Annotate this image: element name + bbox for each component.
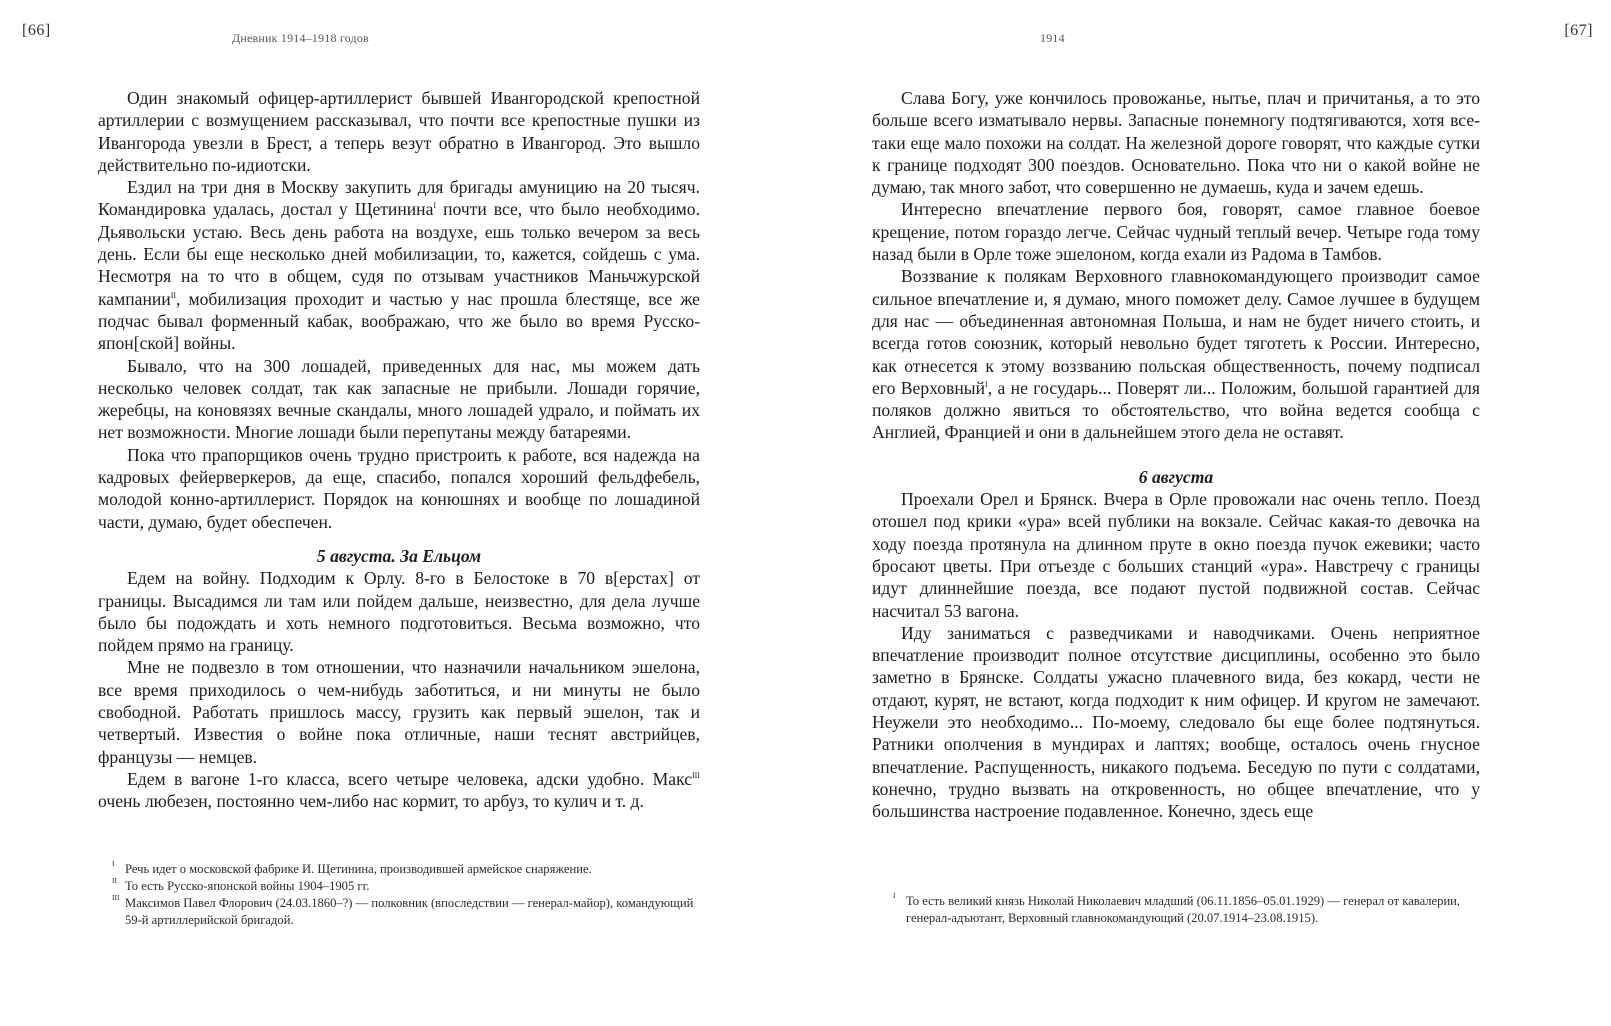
paragraph: Интересно впечатление первого боя, говорят, самое главное боевое крещение, потом гораздо легче. Сейчас чудный теплый вечер. Четыре года тому назад были в Орле тоже эшелоном, когда ехали из Радома в Тамбов. xyxy=(872,199,1480,265)
footnotes xyxy=(893,891,1497,927)
footnote-mark: I xyxy=(112,859,115,868)
footnote-mark: II xyxy=(112,876,117,885)
paragraph: Один знакомый офицер-артиллерист бывшей Ивангородской крепостной артиллерии с возмущением рассказывал, что почти все крепостные пушки из Ивангорода увезли в Брест, а теперь везут обратно в Ивангород. Это вышло действительно по-идиотски. xyxy=(98,88,700,175)
page-number: [67] xyxy=(1564,22,1593,39)
paragraph xyxy=(98,768,700,813)
paragraph: Пока что прапорщиков очень трудно пристроить к работе, вся надежда на кадровых фейерверкеров, да еще, спасибо, попался хороший фельдфебель, молодой конно-артиллерист. Порядок на конюшнях и вообще по лошадиной части, думаю, будет обеспечен. xyxy=(98,444,700,532)
footnote xyxy=(112,859,701,878)
footnote-mark: III xyxy=(112,893,120,902)
body-text xyxy=(98,87,700,813)
paragraph-text: Воззвание к полякам Верховного главнокомандующего производит самое сильное впечатление и, я думаю, много поможет делу. Самое лучшее в будущем для нас — объединенная автономная Польша, и нам не будет ничего стоить, и всегда готов союзник, который невольно будет тяготеть к России. Интересно, как отнесется к этому воззванию польская общественность, почему подписал его Верховный xyxy=(872,266,1480,398)
footnote-text: То есть великий князь Николай Николаевич младший (06.11.1856–05.01.1929) — генерал от кавалерии, генерал-адъютант, Верховный главнокомандующий (20.07.1914–23.08.1915). xyxy=(906,894,1461,925)
footnote xyxy=(112,893,701,929)
paragraph: Проехали Орел и Брянск. Вчера в Орле провожали нас очень тепло. Поезд отошел под крики «ура» всей публики на вокзале. Сейчас какая-то девочка на ходу поезда протянула на длинном пруте в окно поезда пучок ежевики; часто бросают цветы. При отъезде с больших станций «ура». Навстречу с границы идут длиннейшие поезда, все подают пустой подвижной состав. Сейчас насчитал 53 вагона. xyxy=(872,489,1480,621)
body-text xyxy=(872,87,1480,823)
page-number: [66] xyxy=(22,22,51,39)
paragraph: Слава Богу, уже кончилось провожанье, нытье, плач и причитанья, а то это больше всего изматывало нервы. Запасные понемногу подтягиваются, хотя все-таки еще мало похожи на солдат. На железной дороге говорят, что каждые сутки к границе подходят 300 поездов. Основательно. Пока что ни о какой войне не думаю, так много забот, что совершенно не думаешь, куда и зачем едешь. xyxy=(872,88,1480,198)
paragraph-text: Едем в вагоне 1-го класса, всего четыре человека, адски удобно. Макс xyxy=(127,768,692,789)
paragraph: Иду заниматься с разведчиками и наводчиками. Очень неприятное впечатление производит полное отсутствие дисциплины, особенно это было заметно в Брянске. Солдаты ужасно плачевного вида, без кокард, чести не отдают, курят, не встают, когда подходит к ним офицер. И кругом не замечают. Неужели это необходимо... По-моему, следовало бы еще более подтянуться. Ратники ополчения в мундирах и лаптях; вообще, осталось очень гнусное впечатление. Распущенность, никакого подъема. Беседую по пути с солдатами, конечно, трудно вызвать на откровенность, но общее впечатление, что у большинства настроение подавленное. Конечно, здесь еще xyxy=(872,622,1480,822)
paragraph: Бывало, что на 300 лошадей, приведенных для нас, мы можем дать несколько человек солдат, так как запасные не прибыли. Лошади горячие, жеребцы, на коновязях вечные скандалы, много лошадей удрало, и поймать их нет возможности. Многие лошади были перепутаны между батареями. xyxy=(98,355,700,443)
footnote-marker[interactable]: I xyxy=(433,201,437,211)
diary-date-heading: 5 августа. За Ельцом xyxy=(316,545,482,566)
footnote-text: Максимов Павел Флорович (24.03.1860–?) — полковник (впоследствии — генерал-майор), командующий 59-й артиллерийской бригадой. xyxy=(125,896,694,927)
footnote xyxy=(112,876,701,895)
footnote-marker[interactable]: I xyxy=(985,380,988,389)
footnote-mark: I xyxy=(893,891,896,900)
running-head: 1914 xyxy=(1040,31,1065,45)
running-head: Дневник 1914–1918 годов xyxy=(232,31,369,45)
paragraph: Едем на войну. Подходим к Орлу. 8-го в Белостоке в 70 в[ерстах] от границы. Высадимся ли там или пойдем дальше, неизвестно, для дела лучше было бы подождать и хоть немного подготовиться. Весьма возможно, что пойдем прямо на границу. xyxy=(98,568,700,656)
diary-date-heading: 6 августа xyxy=(1138,466,1214,487)
footnote-marker[interactable]: II xyxy=(170,290,177,300)
paragraph xyxy=(872,265,1480,443)
footnote-marker[interactable]: III xyxy=(692,771,700,781)
footnote-text: Речь идет о московской фабрике И. Щетинина, производившей армейское снаряжение. xyxy=(125,862,592,876)
paragraph-text: , мобилизация проходит и частью у нас прошла блестяще, все же подчас бывал форменный кабак, воображаю, что же было во время Русско-япон[ской] войны. xyxy=(98,288,700,354)
footnote xyxy=(893,891,1497,927)
left-page xyxy=(0,0,805,1026)
paragraph-text: Ездил на три дня в Москву закупить для бригады амуницию на 20 тысяч. Командировка удалась, достал у Щетинина xyxy=(98,177,700,220)
footnote-text: То есть Русско-японской войны 1904–1905 гг. xyxy=(125,879,370,893)
paragraph: Мне не подвезло в том отношении, что назначили начальником эшелона, все время приходилось о чем-нибудь заботиться, и ни минуты не было свободной. Работать пришлось массу, грузить как первый эшелон, так и четвертый. Известия о войне пока отличные, наши теснят австрийцев, французы — немцев. xyxy=(98,657,700,767)
paragraph-text: почти все, что было необходимо. Дьявольски устаю. Весь день работа на воздухе, ешь только вечером за весь день. Если бы еще несколько дней мобилизации, то, кажется, сойдешь с ума. Несмотря на то что в общем, судя по отзывам участников Маньчжурской кампании xyxy=(98,199,700,309)
paragraph xyxy=(98,176,700,354)
footnotes xyxy=(112,859,701,929)
paragraph-text: , а не государь... Поверят ли... Положим, большой гарантией для поляков должно явиться то обстоятельство, что война ведется сообща с Англией, Францией и они в дальнейшем этого дела не оставят. xyxy=(872,377,1480,443)
right-page xyxy=(805,0,1611,1026)
paragraph-text: очень любезен, постоянно чем-либо нас кормит, то арбуз, то кулич и т. д. xyxy=(98,791,644,812)
